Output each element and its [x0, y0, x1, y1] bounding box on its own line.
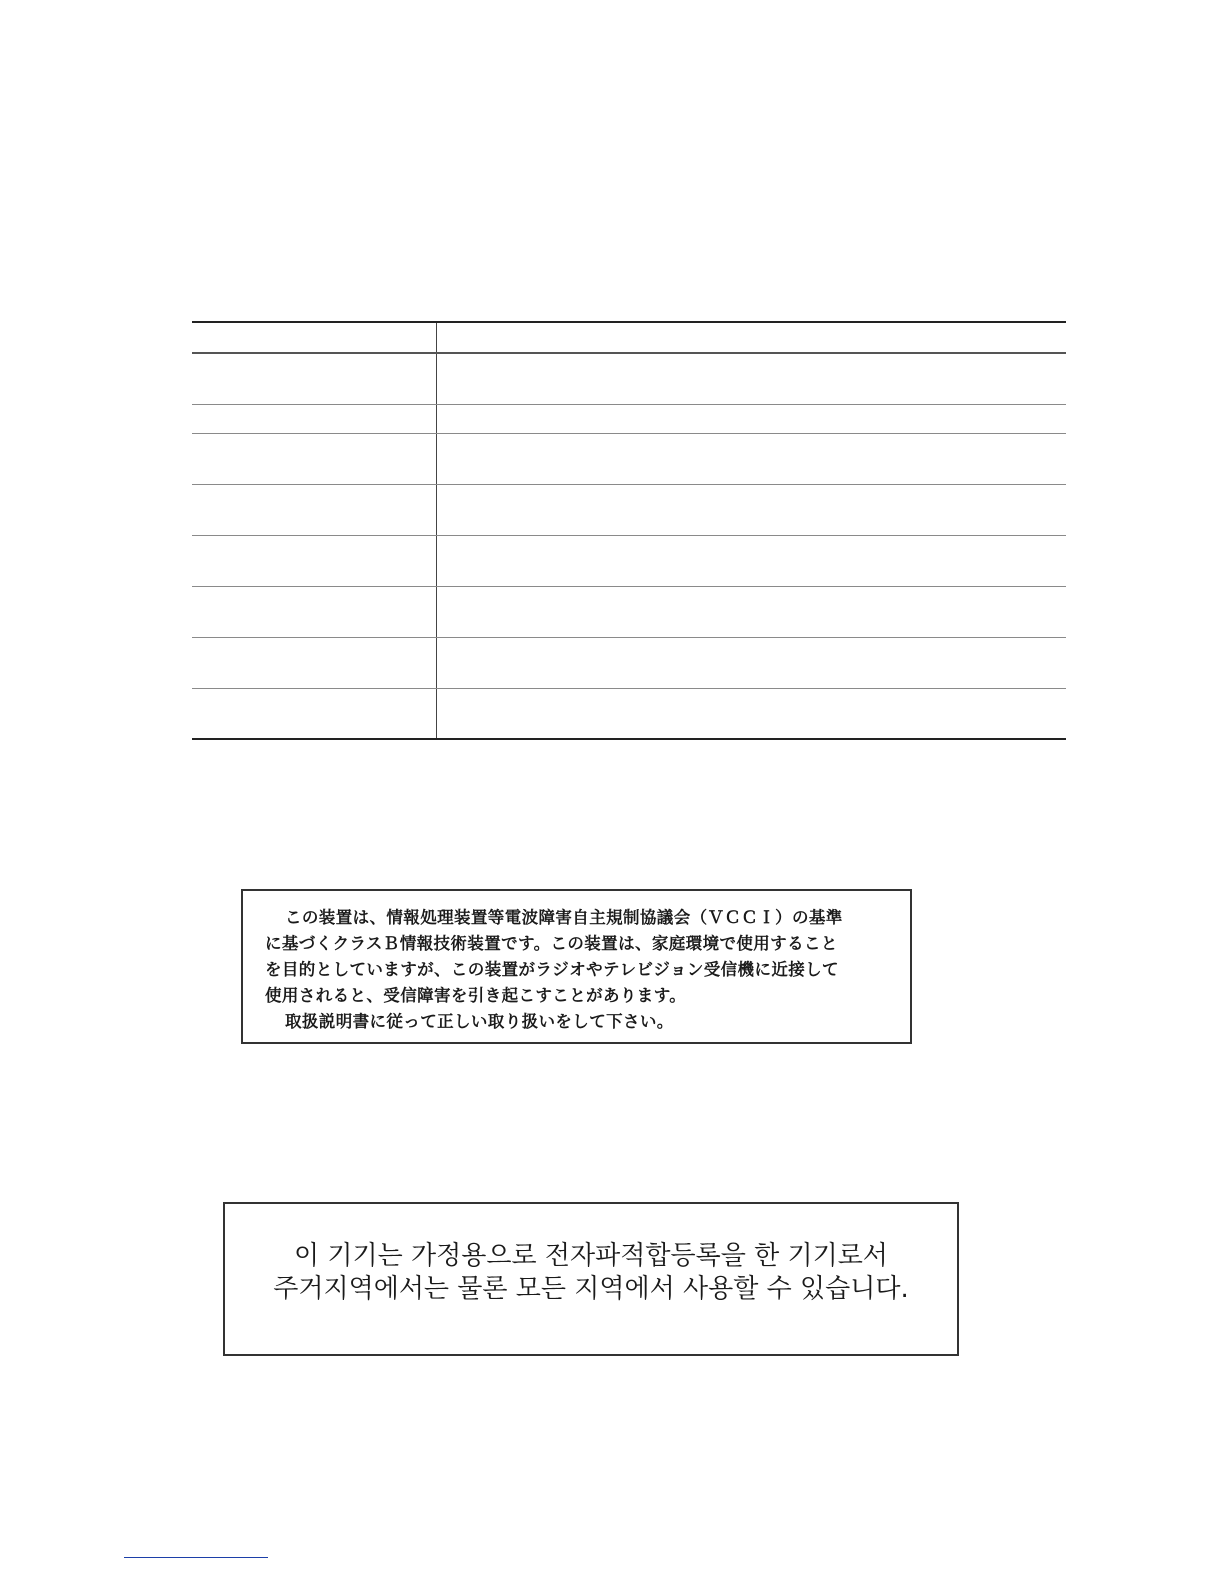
korean-notice-box [223, 1202, 959, 1356]
table-header-row [192, 322, 1066, 353]
table-row [192, 404, 1066, 433]
vcci-notice-box [241, 889, 912, 1044]
table-cell [437, 586, 1067, 637]
vcci-notice-line: 使用されると、受信障害を引き起こすことがあります。 [265, 986, 687, 1005]
vcci-notice-line: この装置は、情報処理装置等電波障害自主規制協議会（ＶＣＣＩ）の基準 [285, 908, 843, 927]
table-row [192, 353, 1066, 404]
table-row [192, 688, 1066, 739]
vcci-notice-line: 取扱説明書に従って正しい取り扱いをして下さい。 [285, 1012, 674, 1031]
regulatory-table [192, 321, 1066, 740]
table-row [192, 433, 1066, 484]
table-cell [437, 322, 1067, 353]
table-row [192, 535, 1066, 586]
table-cell [192, 484, 437, 535]
footnote-separator [124, 1557, 268, 1558]
table-cell [437, 404, 1067, 433]
table-row [192, 586, 1066, 637]
table-cell [192, 586, 437, 637]
table-cell [192, 404, 437, 433]
table-row [192, 637, 1066, 688]
table-row [192, 484, 1066, 535]
table-cell [192, 433, 437, 484]
table-cell [437, 688, 1067, 739]
table-cell [192, 535, 437, 586]
table-cell [437, 637, 1067, 688]
table-cell [437, 353, 1067, 404]
table-cell [437, 484, 1067, 535]
table-cell [192, 322, 437, 353]
table-cell [437, 433, 1067, 484]
vcci-notice-line: に基づくクラスＢ情報技術装置です。この装置は、家庭環境で使用すること [265, 934, 838, 953]
table-cell [192, 688, 437, 739]
vcci-notice-line: を目的としていますが、この装置がラジオやテレビジョン受信機に近接して [265, 960, 839, 979]
table-cell [192, 353, 437, 404]
table-cell [192, 637, 437, 688]
table-cell [437, 535, 1067, 586]
korean-notice-line: 이 기기는 가정용으로 전자파적합등록을 한 기기로서 [294, 1241, 888, 1271]
korean-notice-line: 주거지역에서는 물론 모든 지역에서 사용할 수 있습니다. [273, 1274, 909, 1304]
